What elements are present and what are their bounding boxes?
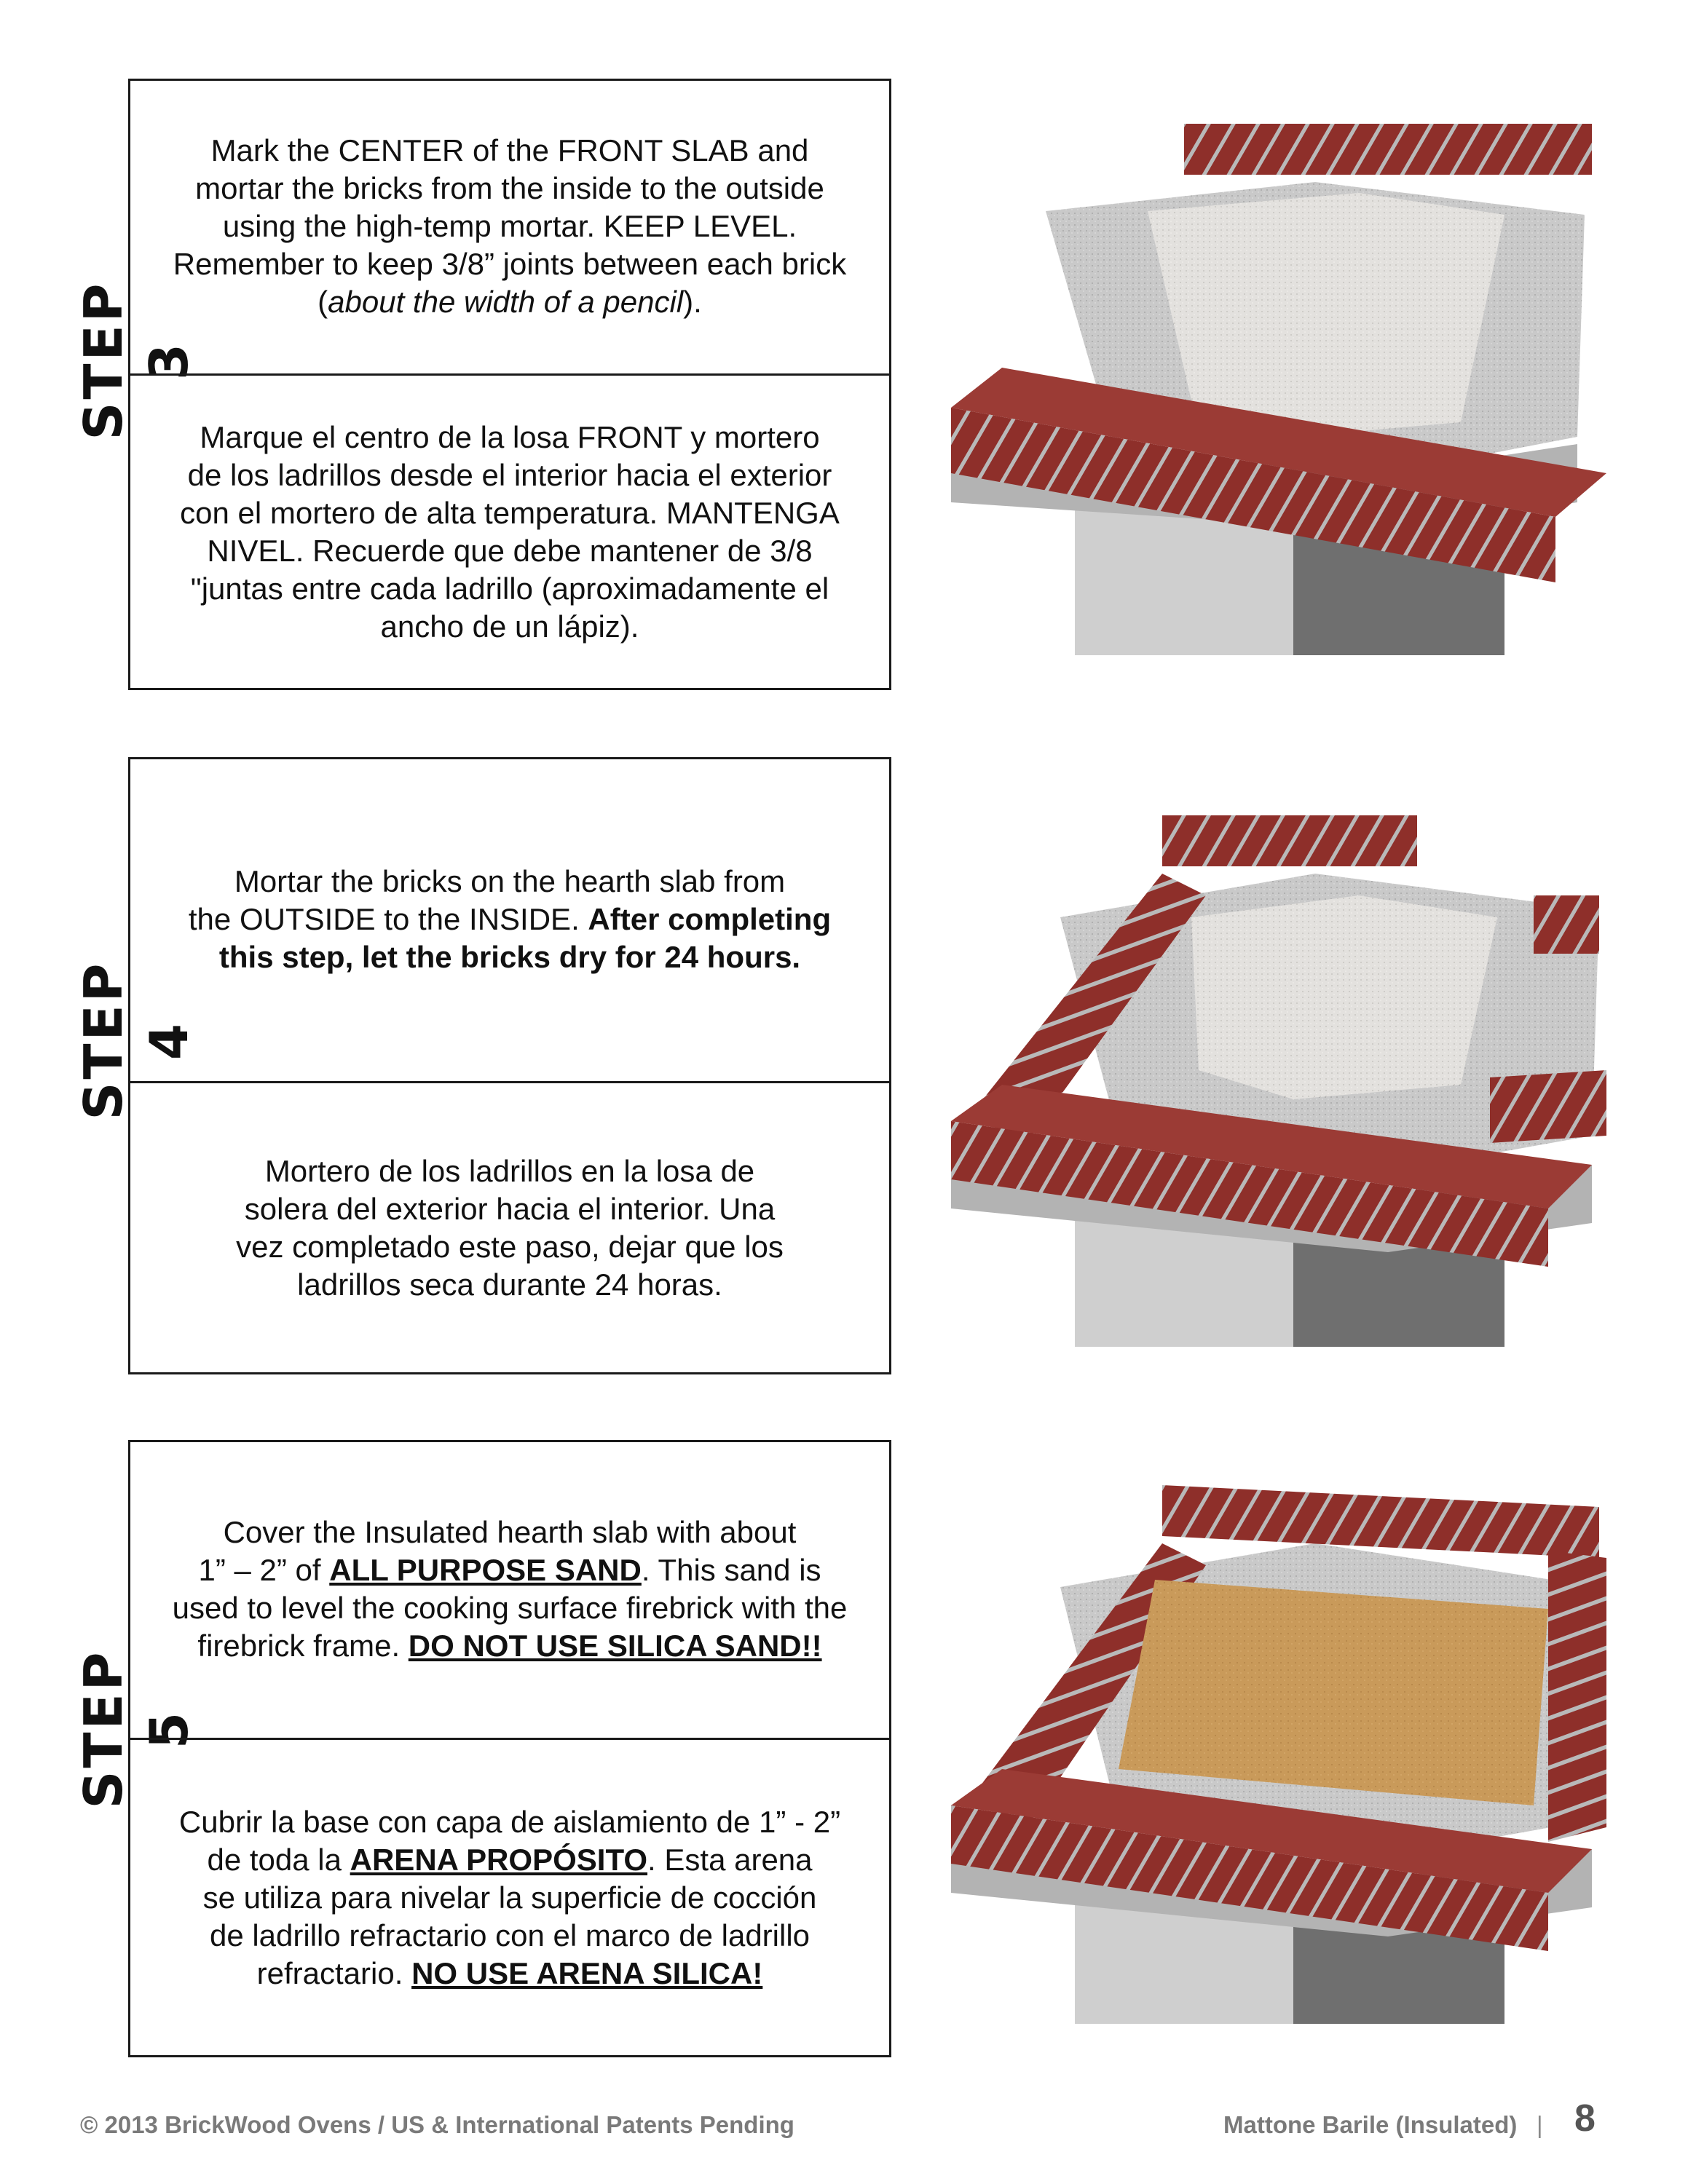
right-brick-row — [1548, 1551, 1606, 1842]
step-5-illustration — [951, 1463, 1636, 2024]
text-line: "juntas entre cada ladrillo (aproximadamente el — [190, 571, 829, 606]
text-line — [173, 1551, 848, 1589]
text-line: used to level the cooking surface firebrick with the — [172, 1591, 848, 1625]
footer-separator: | — [1537, 2111, 1543, 2138]
underlined-warning: NO USE ARENA SILICA! — [411, 1956, 763, 1990]
text-line — [189, 938, 831, 976]
page-number: 8 — [1574, 2097, 1596, 2140]
italic-note: about the width of a pencil — [328, 285, 684, 319]
step-4-illustration — [951, 786, 1636, 1347]
text-line: Marque el centro de la losa FRONT y mortero — [200, 420, 820, 454]
bold-warning: this step, let the bricks dry for 24 hours. — [218, 940, 801, 974]
text-line — [179, 1841, 840, 1879]
step-3-instructions-box — [128, 79, 891, 690]
text-line: Remember to keep 3/8” joints between each brick — [173, 247, 847, 281]
step-4-spanish-cell — [130, 1083, 889, 1373]
underlined-emphasis: ALL PURPOSE SAND — [329, 1553, 642, 1587]
text-line — [173, 283, 846, 321]
text-line: using the high-temp mortar. KEEP LEVEL. — [222, 209, 797, 243]
step-4-spanish-text — [236, 1152, 784, 1304]
text-line — [189, 901, 831, 938]
text-segment: de toda la — [207, 1843, 350, 1877]
text-line: Mark the CENTER of the FRONT SLAB and — [210, 133, 809, 167]
text-line: Mortar the bricks on the hearth slab from — [234, 864, 786, 898]
text-line: con el mortero de alta temperatura. MANTENGA — [180, 496, 840, 530]
text-segment: 1” – 2” of — [198, 1553, 330, 1587]
step-3-spanish-cell — [130, 376, 889, 689]
step-3-illustration — [951, 95, 1636, 655]
text-line: NIVEL. Recuerde que debe mantener de 3/8 — [207, 534, 813, 568]
step-3-label: STEP 3 — [73, 280, 200, 440]
step-4-instructions-box — [128, 757, 891, 1374]
footer-copyright: © 2013 BrickWood Ovens / US & International Patents Pending — [80, 2111, 794, 2138]
text-segment: refractario. — [256, 1956, 412, 1990]
text-line: Cubrir la base con capa de aislamiento de 1” - 2” — [178, 1805, 841, 1839]
text-line — [179, 1955, 840, 1993]
footer-model-name: Mattone Barile (Insulated) — [1223, 2111, 1518, 2138]
text-segment: the OUTSIDE to the INSIDE. — [188, 902, 588, 936]
text-segment: ). — [683, 285, 702, 319]
step-4-label: STEP 4 — [73, 960, 200, 1120]
step-5-spanish-cell — [130, 1740, 889, 2056]
right-brick-front — [1490, 1070, 1606, 1143]
text-line: Cover the Insulated hearth slab with about — [223, 1515, 797, 1549]
back-brick-row — [1184, 124, 1592, 175]
text-line: vez completado este paso, dejar que los — [236, 1230, 784, 1264]
text-line: ladrillos seca durante 24 horas. — [297, 1267, 722, 1302]
step-3-spanish-text — [180, 419, 840, 646]
hearth-slab-center — [1148, 193, 1504, 437]
text-line: solera del exterior hacia el interior. Una — [244, 1192, 776, 1226]
step-4-english-cell — [130, 759, 889, 1080]
text-line: ancho de un lápiz). — [380, 609, 639, 644]
text-line: de los ladrillos desde el interior hacia el exterior — [187, 458, 832, 492]
underlined-warning: DO NOT USE SILICA SAND!! — [408, 1629, 822, 1663]
step-5-english-cell — [130, 1442, 889, 1736]
text-segment: . This sand is — [641, 1553, 821, 1587]
step-3-english-cell — [130, 81, 889, 372]
underlined-emphasis: ARENA PROPÓSITO — [350, 1843, 648, 1877]
bold-warning: After completing — [588, 902, 832, 936]
back-brick-row — [1162, 1485, 1599, 1558]
back-brick-row — [1162, 815, 1417, 866]
step-5-instructions-box — [128, 1440, 891, 2057]
text-segment: firebrick frame. — [197, 1629, 409, 1663]
text-segment: ( — [318, 285, 328, 319]
right-brick-stub — [1534, 895, 1599, 954]
step-5-spanish-text — [179, 1803, 840, 1993]
text-line: de ladrillo refractario con el marco de ladrillo — [209, 1918, 811, 1952]
text-line — [173, 1627, 848, 1665]
step-5-label: STEP 5 — [73, 1649, 200, 1809]
text-segment: . Esta arena — [647, 1843, 813, 1877]
step-4-english-text — [189, 863, 831, 976]
hearth-slab-center — [1191, 895, 1497, 1099]
text-line: Mortero de los ladrillos en la losa de — [264, 1154, 755, 1188]
sand-layer — [1119, 1580, 1548, 1805]
text-line: se utiliza para nivelar la superficie de cocción — [202, 1880, 817, 1915]
step-3-english-text — [173, 132, 846, 321]
step-5-english-text — [173, 1514, 848, 1665]
text-line: mortar the bricks from the inside to the outside — [195, 171, 824, 205]
